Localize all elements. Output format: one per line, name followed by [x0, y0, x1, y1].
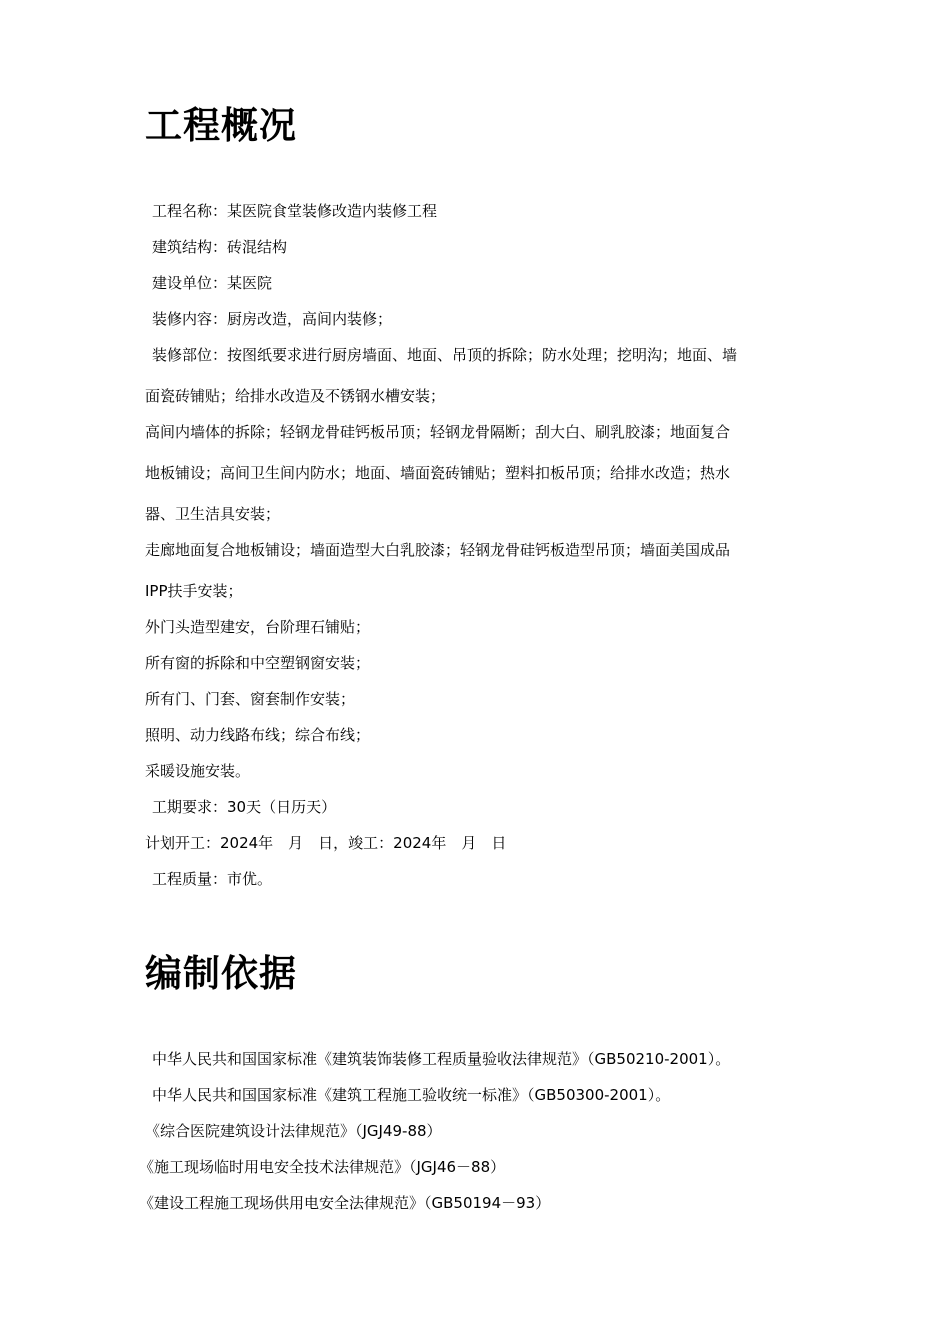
- text-line: 建筑结构：砖混结构: [152, 238, 288, 256]
- text-line: 高间内墙体的拆除；轻钢龙骨硅钙板吊顶；轻钢龙骨隔断；刮大白、刷乳胶漆；地面复合: [145, 423, 731, 441]
- reference-line: 中华人民共和国国家标准《建筑装饰装修工程质量验收法律规范》（GB50210-2001）。: [152, 1050, 731, 1068]
- text-line: 器、卫生洁具安装；: [145, 505, 281, 523]
- section-title-project-overview: 工程概况: [145, 104, 297, 147]
- text-line: 计划开工：2024年 月 日，竣工：2024年 月 日: [145, 834, 507, 852]
- text-line: 工程质量：市优。: [152, 870, 273, 888]
- text-line: 走廊地面复合地板铺设；墙面造型大白乳胶漆；轻钢龙骨硅钙板造型吊顶；墙面美国成品: [145, 541, 731, 559]
- reference-line: 中华人民共和国国家标准《建筑工程施工验收统一标准》（GB50300-2001）。: [152, 1086, 671, 1104]
- text-line: IPP扶手安装；: [145, 582, 243, 600]
- text-line: 工程名称：某医院食堂装修改造内装修工程: [152, 202, 438, 220]
- text-line: 所有窗的拆除和中空塑钢窗安装；: [145, 654, 371, 672]
- reference-line: 《施工现场临时用电安全技术法律规范》（JGJ46－88）: [139, 1158, 506, 1176]
- text-line: 所有门、门套、窗套制作安装；: [145, 690, 356, 708]
- reference-line: 《建设工程施工现场供用电安全法律规范》（GB50194－93）: [139, 1194, 551, 1212]
- text-line: 照明、动力线路布线；综合布线；: [145, 726, 371, 744]
- text-line: 装修部位：按图纸要求进行厨房墙面、地面、吊顶的拆除；防水处理；挖明沟；地面、墙: [152, 346, 738, 364]
- text-line: 采暖设施安装。: [145, 762, 251, 780]
- text-line: 面瓷砖铺贴；给排水改造及不锈钢水槽安装；: [145, 387, 446, 405]
- text-line: 地板铺设；高间卫生间内防水；地面、墙面瓷砖铺贴；塑料扣板吊顶；给排水改造；热水: [145, 464, 731, 482]
- reference-line: 《综合医院建筑设计法律规范》（JGJ49-88）: [145, 1122, 442, 1140]
- text-line: 外门头造型建安，台阶理石铺贴；: [145, 618, 371, 636]
- section-title-basis: 编制依据: [145, 952, 297, 995]
- text-line: 装修内容：厨房改造，高间内装修；: [152, 310, 393, 328]
- text-line: 工期要求：30天（日历天）: [152, 798, 337, 816]
- text-line: 建设单位：某医院: [152, 274, 273, 292]
